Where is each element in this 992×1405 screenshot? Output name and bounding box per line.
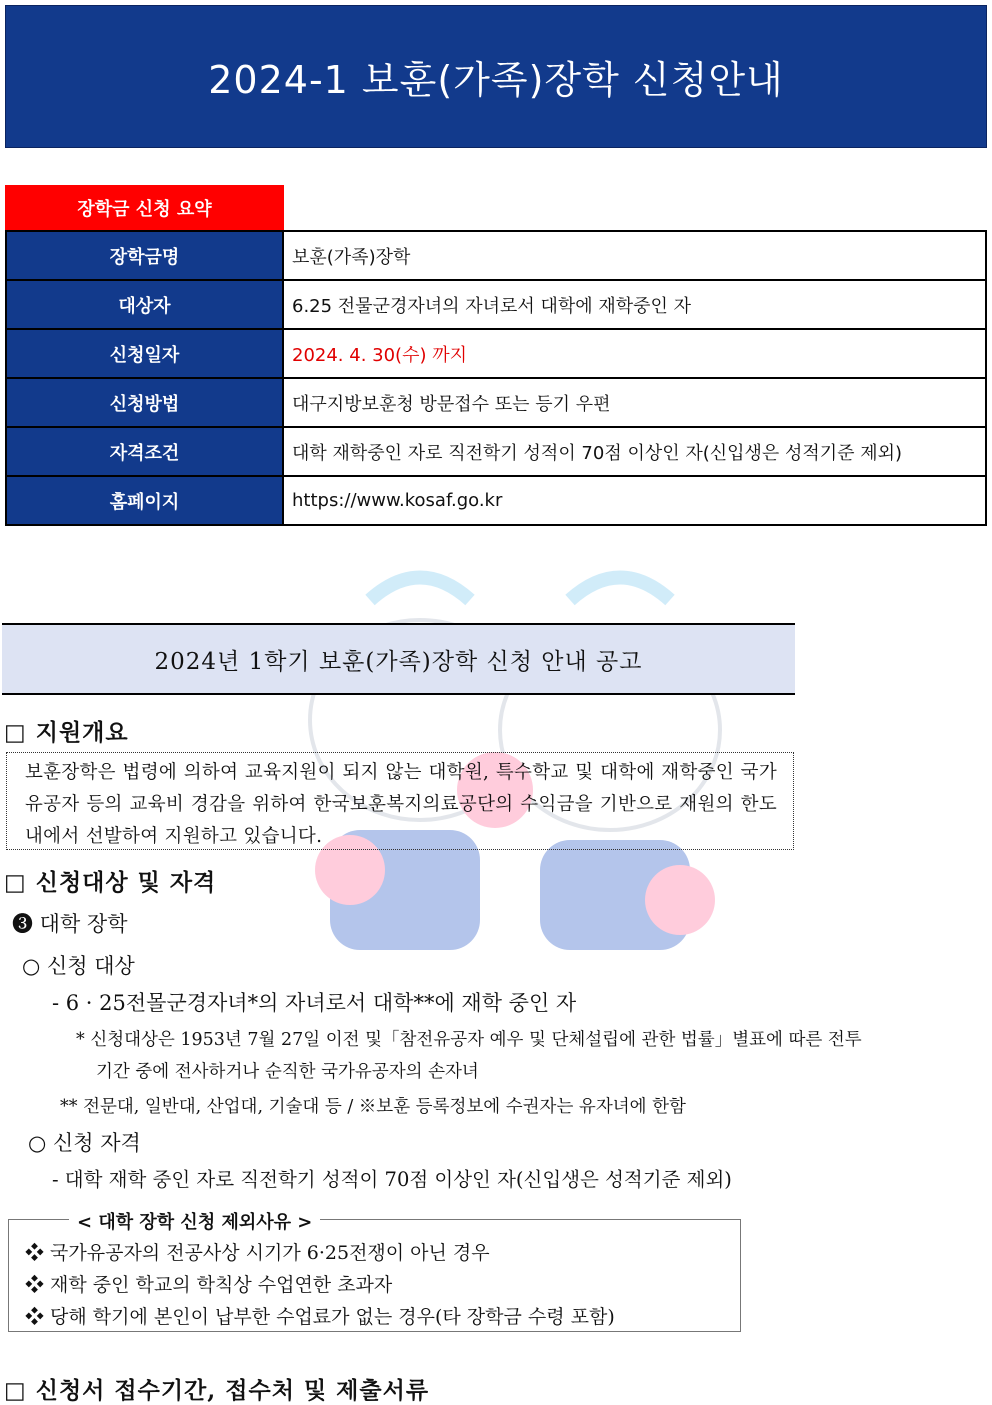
submission-heading: □ 신청서 접수기간, 접수처 및 제출서류 — [4, 1377, 430, 1404]
target-item: - 6 · 25전몰군경자녀*의 자녀로서 대학**에 재학 중인 자 — [52, 991, 577, 1015]
list-item: ❖ 국가유공자의 전공사상 시기가 6·25전쟁이 아닌 경우 — [25, 1242, 490, 1264]
banner-title: 2024-1 보훈(가족)장학 신청안내 — [208, 58, 784, 102]
table-row — [6, 280, 986, 329]
row-value: 6.25 전물군경자녀의 자녀로서 대학에 재학중인 자 — [283, 280, 986, 329]
university-subheading: ❸ 대학 장학 — [12, 912, 128, 936]
row-label: 장학금명 — [6, 231, 283, 280]
row-label: 홈페이지 — [6, 476, 283, 525]
target-heading: ○ 신청 대상 — [22, 954, 135, 978]
table-row — [6, 329, 986, 378]
row-label: 대상자 — [6, 280, 283, 329]
overview-body: 보훈장학은 법령에 의하여 교육지원이 되지 않는 대학원, 특수학교 및 대학에 재학중인 국가유공자 등의 교육비 경감을 위하여 한국보훈복지의료공단의 수익금을 기반으로 재원의 한도 내에서 선발하여 지원하고 있습니다. — [6, 752, 794, 850]
deadline-value: 2024. 4. 30(수) 까지 — [283, 329, 986, 378]
qualification-item: - 대학 재학 중인 자로 직전학기 성적이 70점 이상인 자(신입생은 성적기준 제외) — [52, 1168, 732, 1191]
table-row — [6, 427, 986, 476]
eligibility-heading: □ 신청대상 및 자격 — [4, 869, 217, 896]
homepage-link[interactable]: https://www.kosaf.go.kr — [283, 476, 986, 525]
list-item: ❖ 재학 중인 학교의 학칙상 수업연한 초과자 — [25, 1274, 393, 1296]
list-item: ❖ 당해 학기에 본인이 납부한 수업료가 없는 경우(타 장학금 수령 포함) — [25, 1306, 615, 1328]
target-note-1-cont: 기간 중에 전사하거나 순직한 국가유공자의 손자녀 — [96, 1062, 479, 1082]
row-label: 신청방법 — [6, 378, 283, 427]
exclusion-title: < 대학 장학 신청 제외사유 > — [69, 1208, 320, 1234]
target-note-2: ** 전문대, 일반대, 산업대, 기술대 등 / ※보훈 등록정보에 수권자는 유자녀에 한함 — [60, 1097, 686, 1117]
summary-table — [5, 230, 987, 526]
row-value: 대학 재학중인 자로 직전학기 성적이 70점 이상인 자(신입생은 성적기준 제외) — [283, 427, 986, 476]
table-row — [6, 476, 986, 525]
row-value: 대구지방보훈청 방문접수 또는 등기 우편 — [283, 378, 986, 427]
overview-heading: □ 지원개요 — [4, 719, 129, 746]
exclusion-box — [8, 1212, 741, 1332]
table-row — [6, 231, 986, 280]
target-note-1: * 신청대상은 1953년 7월 27일 이전 및「참전유공자 예우 및 단체설립에 관한 법률」별표에 따른 전투 — [76, 1030, 862, 1050]
row-label: 자격조건 — [6, 427, 283, 476]
row-value: 보훈(가족)장학 — [283, 231, 986, 280]
notice-title: 2024년 1학기 보훈(가족)장학 신청 안내 공고 — [2, 623, 795, 695]
summary-tag: 장학금 신청 요약 — [5, 185, 284, 230]
row-label: 신청일자 — [6, 329, 283, 378]
qualification-heading: ○ 신청 자격 — [28, 1131, 141, 1155]
page-banner — [5, 5, 987, 148]
table-row — [6, 378, 986, 427]
